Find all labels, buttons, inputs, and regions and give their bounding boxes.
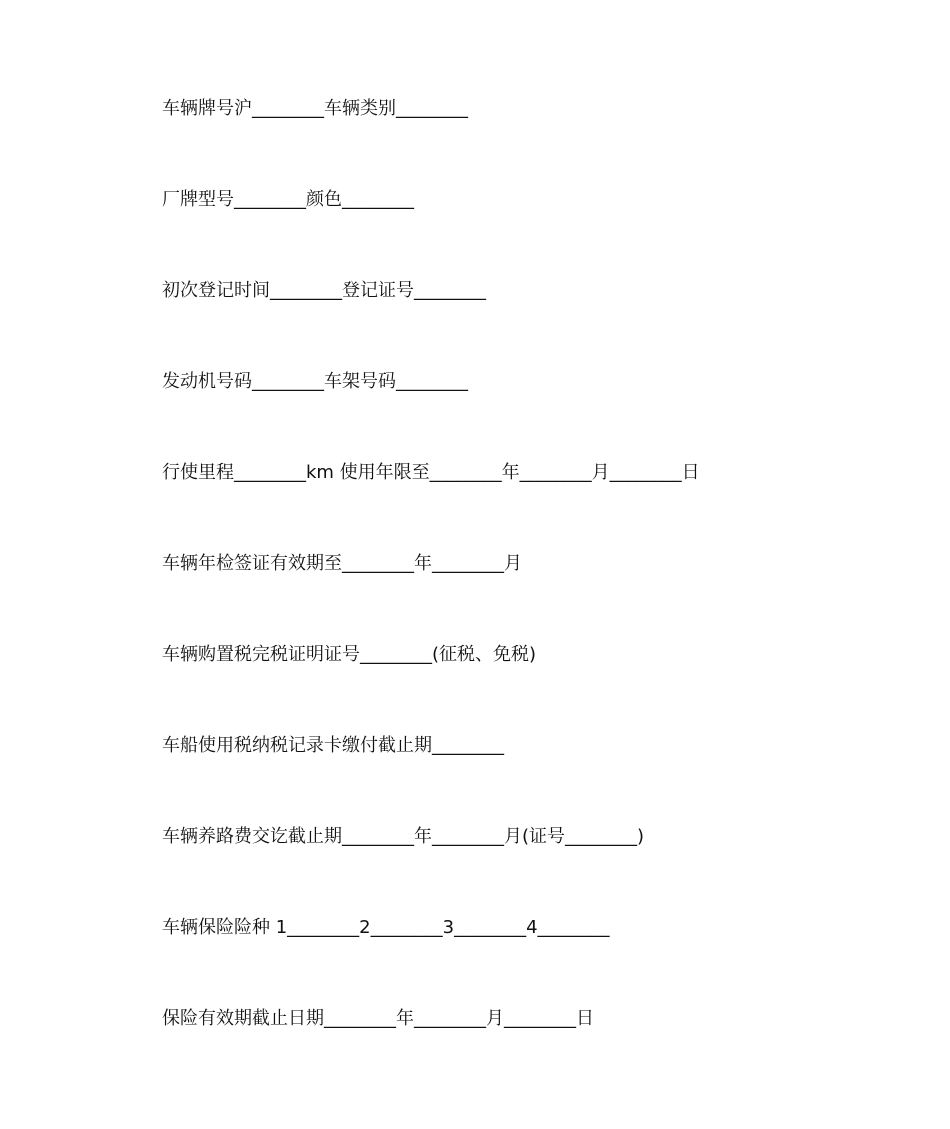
line-engine-chassis: 发动机号码________车架号码________ (162, 371, 468, 392)
line-purchase-tax: 车辆购置税完税证明证号________(征税、免税) (162, 644, 537, 665)
line-road-maintenance-fee: 车辆养路费交讫截止期________年________月(证号________) (162, 826, 645, 847)
line-insurance-types: 车辆保险险种 1________2________3________4________ (162, 917, 610, 938)
line-mileage-service-life: 行使里程________km 使用年限至________年________月________日 (162, 462, 700, 483)
line-registration: 初次登记时间________登记证号________ (162, 280, 486, 301)
vehicle-info-form (162, 97, 922, 1098)
line-vehicle-vessel-tax: 车船使用税纳税记录卡缴付截止期________ (162, 735, 504, 756)
line-plate-and-type: 车辆牌号沪________车辆类别________ (162, 98, 468, 119)
line-annual-inspection: 车辆年检签证有效期至________年________月 (162, 553, 522, 574)
line-insurance-expiry: 保险有效期截止日期________年________月________日 (162, 1008, 594, 1029)
line-brand-model-color: 厂牌型号________颜色________ (162, 189, 414, 210)
